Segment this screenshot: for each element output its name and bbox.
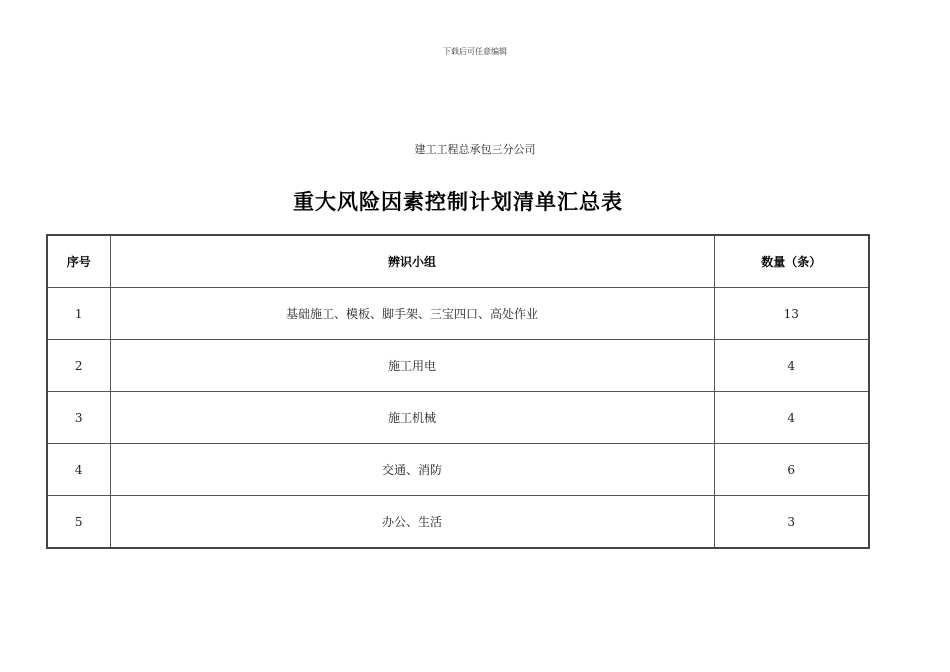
row-index: 1 <box>47 288 110 340</box>
table-row <box>47 392 869 444</box>
row-index: 5 <box>47 496 110 549</box>
header-note: 下载后可任意编辑 <box>443 47 507 56</box>
row-count: 3 <box>714 496 869 549</box>
row-index: 2 <box>47 340 110 392</box>
row-group: 施工机械 <box>110 392 714 444</box>
row-group: 基础施工、模板、脚手架、三宝四口、高处作业 <box>110 288 714 340</box>
table-row <box>47 288 869 340</box>
row-group: 交通、消防 <box>110 444 714 496</box>
row-index: 3 <box>47 392 110 444</box>
row-index: 4 <box>47 444 110 496</box>
table-header-row <box>47 235 869 288</box>
column-header-index: 序号 <box>47 235 110 288</box>
row-count: 4 <box>714 340 869 392</box>
summary-table-container <box>46 234 868 549</box>
summary-table <box>46 234 870 549</box>
row-group: 办公、生活 <box>110 496 714 549</box>
column-header-group: 辨识小组 <box>110 235 714 288</box>
table-row <box>47 444 869 496</box>
row-count: 13 <box>714 288 869 340</box>
table-row <box>47 496 869 549</box>
row-group: 施工用电 <box>110 340 714 392</box>
company-name: 建工工程总承包三分公司 <box>414 143 536 156</box>
row-count: 4 <box>714 392 869 444</box>
row-count: 6 <box>714 444 869 496</box>
table-row <box>47 340 869 392</box>
page-title: 重大风险因素控制计划清单汇总表 <box>293 190 623 214</box>
column-header-count: 数量（条） <box>714 235 869 288</box>
